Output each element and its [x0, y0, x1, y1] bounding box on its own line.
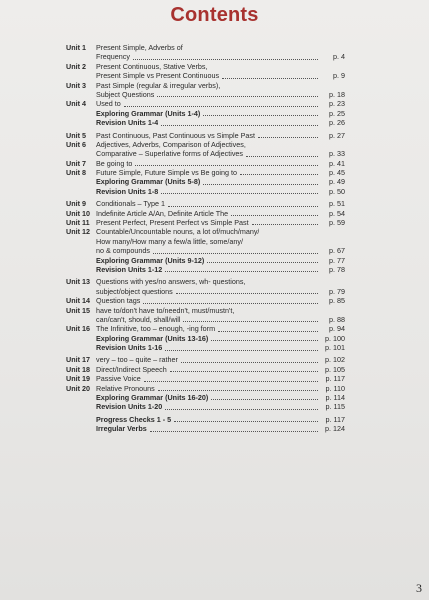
dot-leader — [203, 183, 318, 185]
dot-leader — [158, 389, 318, 391]
toc-entry-title: Used to — [96, 99, 121, 109]
toc-unit-label: Unit 20 — [66, 383, 90, 393]
dot-leader — [168, 205, 318, 207]
toc-entry — [66, 109, 345, 118]
page-title: Contents — [170, 4, 259, 26]
toc-unit-label: Unit 16 — [66, 324, 90, 334]
dot-leader — [218, 330, 318, 332]
toc-entry-title: can/can't, should, shall/will — [96, 314, 181, 324]
toc-entry-title: Direct/Indirect Speech — [96, 364, 167, 374]
toc-entry — [66, 52, 345, 61]
dot-leader — [135, 164, 318, 166]
toc-page-number: p. 41 — [329, 158, 345, 168]
toc-entry — [66, 118, 345, 127]
dot-leader — [240, 173, 318, 175]
toc-page-number: p. 33 — [329, 149, 345, 159]
toc-entry — [66, 277, 345, 286]
dot-leader — [203, 114, 318, 116]
toc-entry — [66, 287, 345, 296]
toc-entry — [66, 402, 345, 411]
toc-entry-title: Frequency — [96, 52, 130, 62]
toc-entry-title: very – too – quite – rather — [96, 355, 178, 365]
dot-leader — [170, 370, 318, 372]
toc-page-number: p. 124 — [325, 424, 345, 434]
toc-entry-title: Past Continuous, Past Continuous vs Simple Past — [96, 130, 256, 140]
toc-page-number: p. 49 — [329, 177, 345, 187]
dot-leader — [133, 58, 318, 60]
toc-entry — [66, 177, 345, 186]
toc-unit-label: Unit 12 — [66, 227, 90, 237]
toc-entry-title: have to/don't have to/needn't, must/mustn't, — [96, 305, 235, 315]
dot-leader — [222, 77, 318, 79]
toc-entry — [66, 71, 345, 80]
toc-entry — [66, 324, 345, 333]
toc-entry-title: The Infinitive, too – enough, -ing form — [96, 324, 216, 334]
toc-entry — [66, 140, 345, 149]
dot-leader — [153, 252, 318, 254]
toc-unit-label: Unit 11 — [66, 218, 90, 228]
toc-entry — [66, 256, 345, 265]
toc-page-number: p. 50 — [329, 186, 345, 196]
toc-page-number: p. 88 — [329, 314, 345, 324]
toc-page-number: p. 9 — [333, 71, 345, 81]
toc-unit-label: Unit 6 — [66, 139, 86, 149]
toc-entry — [66, 168, 345, 177]
toc-entry — [66, 209, 345, 218]
dot-leader — [150, 430, 318, 432]
toc-entry-title: Revision Units 1-16 — [96, 343, 163, 353]
toc-entry-title: Question tags — [96, 296, 141, 306]
toc-entry — [66, 334, 345, 343]
toc-entry-title: Revision Units 1-8 — [96, 186, 159, 196]
toc-entry — [66, 218, 345, 227]
dot-leader — [124, 105, 318, 107]
toc-entry-title: Exploring Grammar (Units 16-20) — [96, 393, 209, 403]
toc-entry-title: Progress Checks 1 - 5 — [96, 414, 172, 424]
toc-entry — [66, 43, 345, 52]
toc-unit-label: Unit 14 — [66, 296, 90, 306]
toc-entry — [66, 149, 345, 158]
toc-unit-label: Unit 10 — [66, 208, 90, 218]
toc-page-number: p. 27 — [329, 130, 345, 140]
toc-unit-label: Unit 4 — [66, 99, 86, 109]
toc-page-number: p. 59 — [329, 218, 345, 228]
dot-leader — [157, 95, 318, 97]
toc-page-number: p. 100 — [325, 333, 345, 343]
toc-page-number: p. 51 — [329, 199, 345, 209]
toc-unit-label: Unit 13 — [66, 277, 90, 287]
dot-leader — [161, 192, 318, 194]
toc-entry — [66, 424, 345, 433]
toc-entry — [66, 90, 345, 99]
toc-page-number: p. 105 — [325, 364, 345, 374]
dot-leader — [231, 214, 318, 216]
dot-leader — [207, 261, 318, 263]
toc-entry — [66, 246, 345, 255]
toc-page-number: p. 26 — [329, 118, 345, 128]
dot-leader — [144, 380, 318, 382]
toc-entry-title: Adjectives, Adverbs, Comparison of Adjectives, — [96, 139, 246, 149]
toc-page-number: p. 77 — [329, 255, 345, 265]
toc-entry-title: Relative Pronouns — [96, 383, 155, 393]
toc-entry — [66, 393, 345, 402]
toc-unit-label: Unit 1 — [66, 42, 86, 52]
toc-entry — [66, 131, 345, 140]
toc-unit-label: Unit 2 — [66, 61, 86, 71]
toc-entry-title: Be going to — [96, 158, 133, 168]
toc-unit-label: Unit 3 — [66, 80, 86, 90]
toc-page-number: p. 117 — [325, 414, 345, 424]
dot-leader — [165, 349, 318, 351]
toc-entry-title: subject/object questions — [96, 286, 173, 296]
dot-leader — [174, 420, 318, 422]
toc-page-number: p. 4 — [333, 52, 345, 62]
dot-leader — [165, 408, 318, 410]
toc-page-number: p. 25 — [329, 108, 345, 118]
toc-entry-title: Revision Units 1-4 — [96, 118, 159, 128]
toc-entry — [66, 315, 345, 324]
toc-entry — [66, 384, 345, 393]
toc-page-number: p. 45 — [329, 168, 345, 178]
page-number: 3 — [416, 581, 422, 595]
toc-page-number: p. 23 — [329, 99, 345, 109]
toc-unit-label: Unit 8 — [66, 168, 86, 178]
toc-entry-title: Questions with yes/no answers, wh- questions, — [96, 277, 246, 287]
toc-entry — [66, 365, 345, 374]
toc-entry-title: Present Simple vs Present Continuous — [96, 71, 220, 81]
toc-unit-label: Unit 17 — [66, 355, 90, 365]
toc-entry-title: Exploring Grammar (Units 9-12) — [96, 255, 205, 265]
toc-entry-title: Revision Units 1-20 — [96, 402, 163, 412]
toc-entry-title: Countable/Uncountable nouns, a lot of/much/many/ — [96, 227, 260, 237]
toc-entry-title: Subject Questions — [96, 89, 155, 99]
toc-entry — [66, 159, 345, 168]
toc-entry — [66, 227, 345, 236]
toc-page-number: p. 18 — [329, 89, 345, 99]
toc-entry-title: Comparative – Superlative forms of Adjectives — [96, 149, 244, 159]
toc-page-number: p. 101 — [325, 343, 345, 353]
toc-entry-title: Revision Units 1-12 — [96, 264, 163, 274]
toc-page-number: p. 102 — [325, 355, 345, 365]
toc-unit-label: Unit 5 — [66, 130, 86, 140]
toc-entry — [66, 99, 345, 108]
toc-entry-title: Passive Voice — [96, 374, 141, 384]
toc-unit-label: Unit 18 — [66, 364, 90, 374]
toc-entry — [66, 199, 345, 208]
toc-unit-label: Unit 19 — [66, 374, 90, 384]
toc-entry — [66, 81, 345, 90]
toc-entry — [66, 356, 345, 365]
toc-entry — [66, 265, 345, 274]
dot-leader — [165, 270, 318, 272]
dot-leader — [143, 302, 318, 304]
dot-leader — [246, 155, 318, 157]
dot-leader — [252, 223, 318, 225]
dot-leader — [183, 320, 318, 322]
toc-page-number: p. 115 — [325, 402, 345, 412]
toc-entry — [66, 374, 345, 383]
toc-entry — [66, 296, 345, 305]
toc-page-number: p. 85 — [329, 296, 345, 306]
toc-entry-title: Future Simple, Future Simple vs Be going to — [96, 168, 238, 178]
toc-entry — [66, 415, 345, 424]
toc-entry-title: Exploring Grammar (Units 13-16) — [96, 333, 209, 343]
toc-entry-title: Past Simple (regular & irregular verbs), — [96, 80, 221, 90]
dot-leader — [176, 292, 318, 294]
toc-page-number: p. 78 — [329, 264, 345, 274]
table-of-contents — [66, 43, 345, 434]
toc-page-number: p. 67 — [329, 246, 345, 256]
toc-entry — [66, 306, 345, 315]
toc-entry — [66, 237, 345, 246]
toc-entry-title: Exploring Grammar (Units 5-8) — [96, 177, 201, 187]
toc-entry-title: no & compounds — [96, 246, 150, 256]
toc-entry — [66, 62, 345, 71]
toc-page-number: p. 79 — [329, 286, 345, 296]
toc-entry-title: Present Simple, Adverbs of — [96, 42, 183, 52]
dot-leader — [211, 398, 318, 400]
dot-leader — [161, 124, 318, 126]
toc-entry-title: Conditionals – Type 1 — [96, 199, 165, 209]
toc-page-number: p. 94 — [329, 324, 345, 334]
toc-page-number: p. 117 — [325, 374, 345, 384]
dot-leader — [258, 136, 318, 138]
toc-entry-title: Exploring Grammar (Units 1-4) — [96, 108, 201, 118]
toc-entry — [66, 343, 345, 352]
toc-entry — [66, 187, 345, 196]
toc-page-number: p. 54 — [329, 208, 345, 218]
toc-page-number: p. 114 — [325, 393, 345, 403]
toc-entry-title: Irregular Verbs — [96, 424, 147, 434]
toc-entry-title: Present Perfect, Present Perfect vs Simple Past — [96, 218, 249, 228]
toc-unit-label: Unit 9 — [66, 199, 86, 209]
dot-leader — [181, 361, 318, 363]
dot-leader — [211, 339, 318, 341]
toc-entry-title: Present Continuous, Stative Verbs, — [96, 61, 208, 71]
toc-unit-label: Unit 15 — [66, 305, 90, 315]
toc-entry-title: Indefinite Article A/An, Definite Article The — [96, 208, 229, 218]
toc-page-number: p. 110 — [325, 383, 345, 393]
toc-unit-label: Unit 7 — [66, 158, 86, 168]
toc-entry-title: How many/How many a few/a little, some/any/ — [96, 236, 243, 246]
